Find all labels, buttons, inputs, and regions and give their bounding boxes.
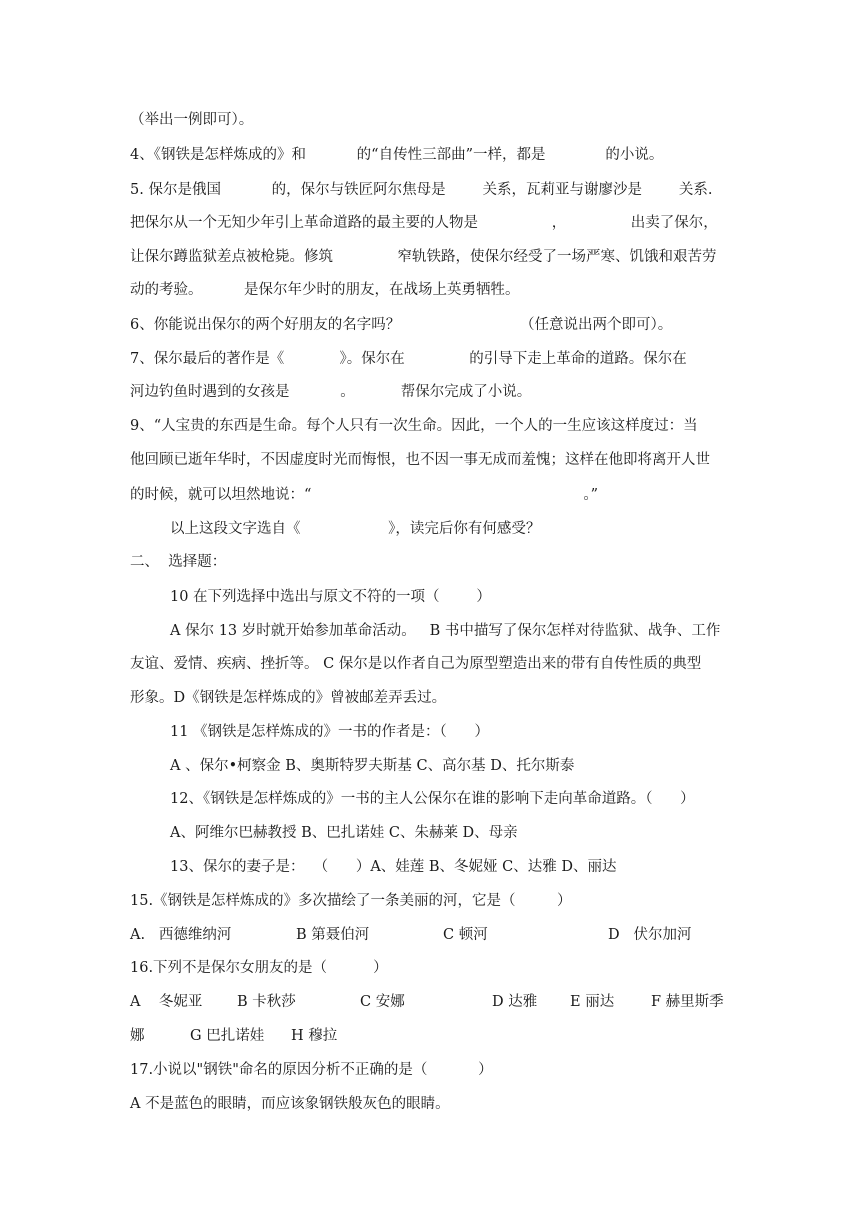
question-6: 6、你能说出保尔的两个好朋友的名字吗？ （任意说出两个即可）。 bbox=[130, 317, 673, 333]
q16-option-a: A 冬妮亚 bbox=[130, 994, 203, 1010]
q15-option-d: D 伏尔加河 bbox=[608, 927, 692, 943]
text-line: 的时候，就可以坦然地说：“ 。” bbox=[130, 487, 599, 503]
question-11: 11 《钢铁是怎样炼成的》一书的作者是：（ ） bbox=[170, 724, 489, 740]
text-line: 友谊、爱情、疾病、挫折等。 C 保尔是以作者自己为原型塑造出来的带有自传性质的典型 bbox=[130, 656, 702, 672]
section-heading: 二、 选择题： bbox=[130, 554, 227, 570]
q16-option-d: D 达雅 bbox=[492, 994, 538, 1010]
text-line: 河边钓鱼时遇到的女孩是 。 帮保尔完成了小说。 bbox=[130, 384, 532, 400]
question-5: 5. 保尔是俄国 的，保尔与铁匠阿尔焦母是 关系，瓦莉亚与谢廖沙是 关系. bbox=[130, 182, 713, 198]
q16-option-g: G 巴扎诺娃 bbox=[190, 1028, 265, 1044]
q16-option-h: H 穆拉 bbox=[291, 1028, 338, 1044]
q15-option-c: C 顿河 bbox=[443, 927, 488, 943]
q16-option-f-cont: 娜 bbox=[130, 1028, 145, 1044]
text-line: 让保尔蹲监狱差点被枪毙。修筑 窄轨铁路，使保尔经受了一场严寒、饥饿和艰苦劳 bbox=[130, 249, 717, 265]
q15-option-b: B 第聂伯河 bbox=[296, 927, 370, 943]
text-line: 动的考验。 是保尔年少时的朋友，在战场上英勇牺牲。 bbox=[130, 282, 520, 298]
text-line: A 不是蓝色的眼睛，而应该象钢铁般灰色的眼睛。 bbox=[130, 1096, 450, 1112]
text-line: A 、保尔•柯察金 B、奥斯特罗夫斯基 C、高尔基 D、托尔斯泰 bbox=[170, 758, 575, 774]
text-line: 以上这段文字选自《 》，读完后你有何感受？ bbox=[170, 521, 541, 537]
text-line: （举出一例即可）。 bbox=[130, 112, 254, 128]
question-16: 16.下列不是保尔女朋友的是（ ） bbox=[130, 960, 388, 976]
text-line: A、阿维尔巴赫教授 B、巴扎诺娃 C、朱赫莱 D、母亲 bbox=[170, 825, 518, 841]
question-7: 7、保尔最后的著作是《 》。保尔在 的引导下走上革命的道路。保尔在 bbox=[130, 351, 687, 367]
question-9: 9、“人宝贵的东西是生命。每个人只有一次生命。因此，一个人的一生应该这样度过：当 bbox=[130, 418, 698, 434]
text-line: 他回顾已逝年华时，不因虚度时光而悔恨，也不因一事无成而羞愧；这样在他即将离开人世 bbox=[130, 452, 710, 468]
text-line: A 保尔 13 岁时就开始参加革命活动。 B 书中描写了保尔怎样对待监狱、战争、工作 bbox=[170, 623, 721, 639]
question-15: 15.《钢铁是怎样炼成的》多次描绘了一条美丽的河，它是（ ） bbox=[130, 893, 572, 909]
text-line: 形象。D《钢铁是怎样炼成的》曾被邮差弄丢过。 bbox=[130, 690, 447, 706]
q16-option-b: B 卡秋莎 bbox=[237, 994, 296, 1010]
question-13: 13、保尔的妻子是： （ ）A、娃莲 B、冬妮娅 C、达雅 D、丽达 bbox=[170, 859, 617, 875]
question-12: 12、《钢铁是怎样炼成的》一书的主人公保尔在谁的影响下走向革命道路。（ ） bbox=[170, 791, 695, 807]
q15-option-a: A. 西德维纳河 bbox=[130, 927, 232, 943]
question-4: 4、《钢铁是怎样炼成的》和 的“自传性三部曲”一样，都是 的小说。 bbox=[130, 147, 664, 163]
text-line: 把保尔从一个无知少年引上革命道路的最主要的人物是 ， 出卖了保尔， bbox=[130, 215, 718, 231]
q16-option-c: C 安娜 bbox=[360, 994, 405, 1010]
q16-option-e: E 丽达 bbox=[570, 994, 615, 1010]
question-17: 17.小说以"钢铁"命名的原因分析不正确的是（ ） bbox=[130, 1062, 493, 1078]
q16-option-f: F 赫里斯季 bbox=[651, 994, 724, 1010]
question-10: 10 在下列选择中选出与原文不符的一项（ ） bbox=[170, 589, 491, 605]
